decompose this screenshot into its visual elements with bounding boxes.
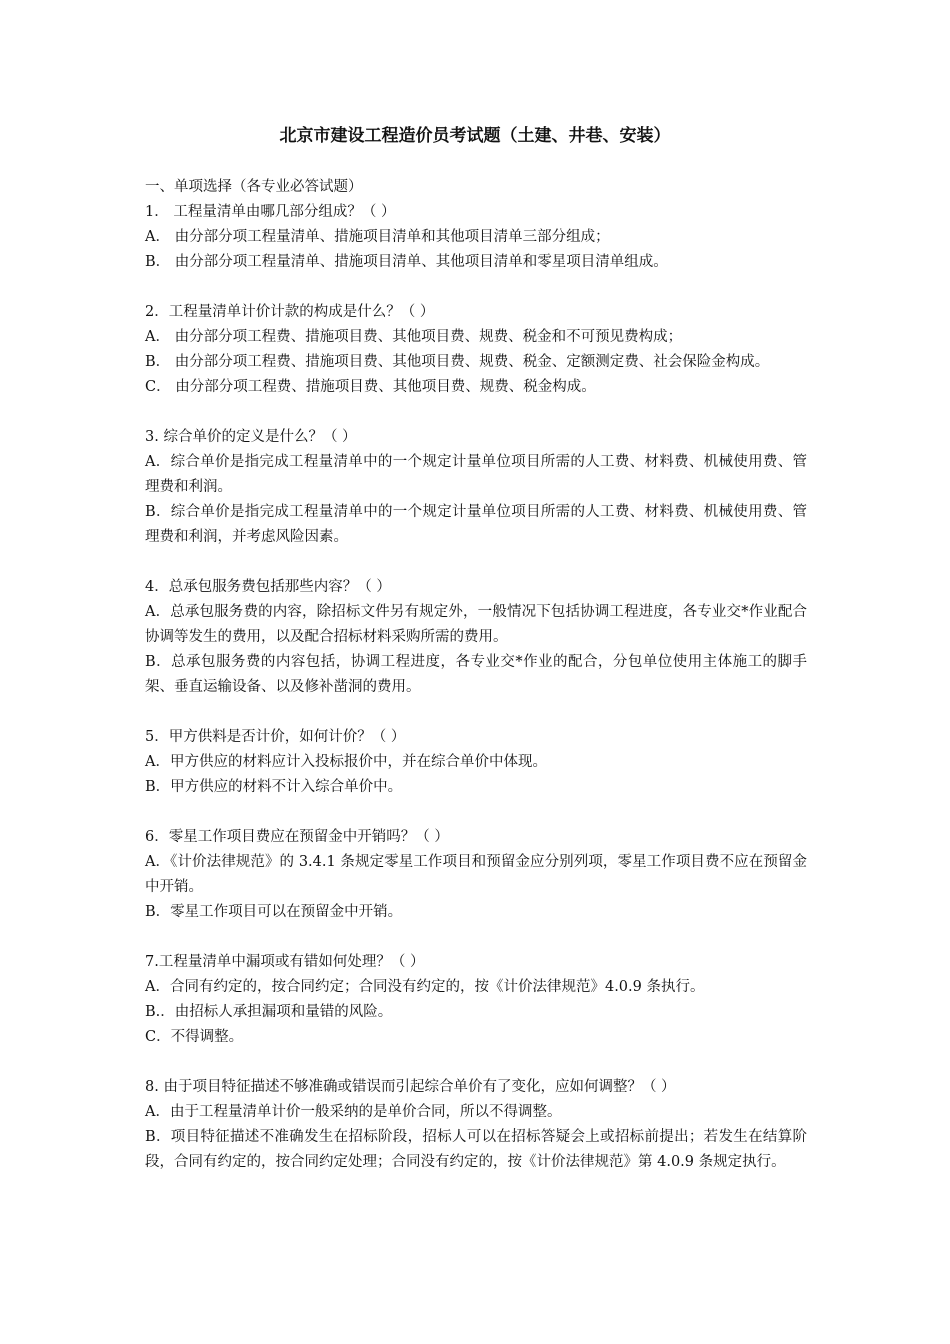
document-title: 北京市建设工程造价员考试题（土建、井巷、安装） [279, 126, 671, 146]
question-7-option-c: C．不得调整。 [145, 1029, 244, 1045]
question-7-option-a: A．合同有约定的，按合同约定；合同没有约定的，按《计价法律规范》4.0.9 条执行。 [145, 979, 705, 995]
question-2-option-a: A． 由分部分项工程费、措施项目费、其他项目费、规费、税金和不可预见费构成； [145, 329, 683, 345]
question-5: 5．甲方供料是否计价，如何计价？（ ） [145, 729, 406, 745]
question-8-option-b: B．项目特征描述不准确发生在招标阶段，招标人可以在招标答疑会上或招标前提出；若发生在结算阶段，合同有约定的，按合同约定处理；合同没有约定的，按《计价法律规范》第 4.0.9 条规定执行。 [145, 1129, 807, 1170]
question-5-option-a: A．甲方供应的材料应计入投标报价中，并在综合单价中体现。 [145, 754, 547, 770]
question-7: 7.工程量清单中漏项或有错如何处理？（ ） [145, 954, 425, 970]
document-body [145, 175, 807, 1175]
question-3-option-a: A．综合单价是指完成工程量清单中的一个规定计量单位项目所需的人工费、材料费、机械使用费、管理费和利润。 [145, 454, 807, 495]
question-5-option-b: B．甲方供应的材料不计入综合单价中。 [145, 779, 403, 795]
question-8: 8. 由于项目特征描述不够准确或错误而引起综合单价有了变化，应如何调整？（ ） [145, 1079, 676, 1095]
section-heading: 一、单项选择（各专业必答试题） [145, 179, 363, 195]
question-2-option-c: C． 由分部分项工程费、措施项目费、其他项目费、规费、税金构成。 [145, 379, 596, 395]
question-1: 1． 工程量清单由哪几部分组成？（ ） [145, 204, 396, 220]
question-6-option-a: A．《计价法律规范》的 3.4.1 条规定零星工作项目和预留金应分别列项，零星工作项目费不应在预留金中开销。 [145, 854, 807, 895]
question-6: 6．零星工作项目费应在预留金中开销吗？（ ） [145, 829, 449, 845]
question-4-option-b: B．总承包服务费的内容包括，协调工程进度，各专业交*作业的配合，分包单位使用主体施工的脚手架、垂直运输设备、以及修补凿洞的费用。 [145, 654, 807, 695]
question-1-option-b: B． 由分部分项工程量清单、措施项目清单、其他项目清单和零星项目清单组成。 [145, 254, 668, 270]
question-2: 2．工程量清单计价计款的构成是什么？（ ） [145, 304, 435, 320]
question-2-option-b: B． 由分部分项工程费、措施项目费、其他项目费、规费、税金、定额测定费、社会保险金构成。 [145, 354, 770, 370]
question-3: 3. 综合单价的定义是什么？（ ） [145, 429, 357, 445]
question-4-option-a: A．总承包服务费的内容，除招标文件另有规定外，一般情况下包括协调工程进度，各专业交*作业配合协调等发生的费用，以及配合招标材料采购所需的费用。 [145, 604, 807, 645]
question-7-option-b: B.．由招标人承担漏项和量错的风险。 [145, 1004, 393, 1020]
question-6-option-b: B．零星工作项目可以在预留金中开销。 [145, 904, 403, 920]
question-4: 4．总承包服务费包括那些内容？（ ） [145, 579, 391, 595]
question-3-option-b: B．综合单价是指完成工程量清单中的一个规定计量单位项目所需的人工费、材料费、机械使用费、管理费和利润，并考虑风险因素。 [145, 504, 807, 545]
question-8-option-a: A．由于工程量清单计价一般采纳的是单价合同，所以不得调整。 [145, 1104, 562, 1120]
question-1-option-a: A． 由分部分项工程量清单、措施项目清单和其他项目清单三部分组成； [145, 229, 610, 245]
